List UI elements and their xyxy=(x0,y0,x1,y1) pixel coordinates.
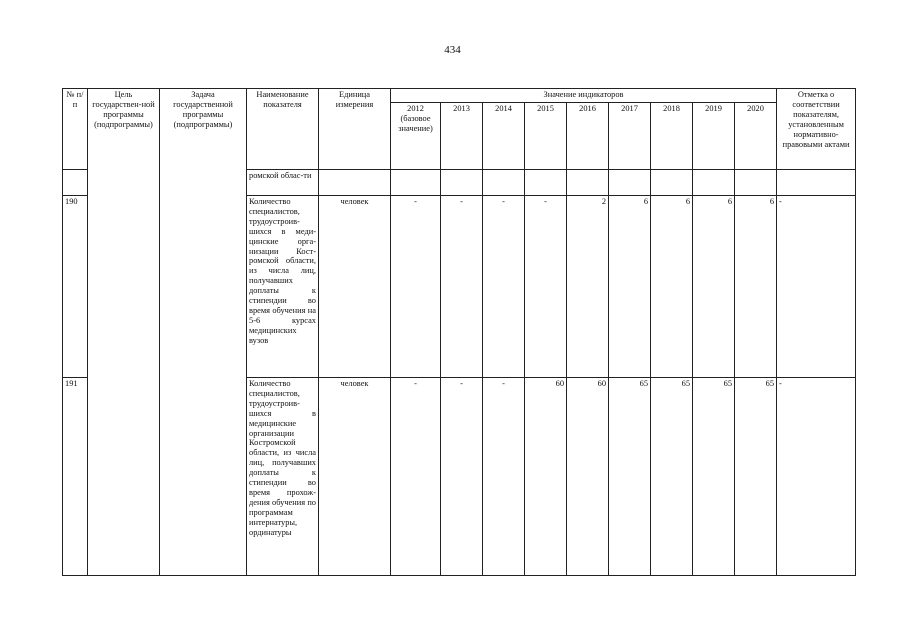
value-cell: 6 xyxy=(651,196,693,378)
indicators-table xyxy=(62,88,856,576)
header-year: 2017 xyxy=(609,103,651,170)
value-cell: - xyxy=(391,196,441,378)
header-unit: Единица измерения xyxy=(319,89,391,170)
row-number: 190 xyxy=(63,196,88,378)
value-cell: - xyxy=(525,196,567,378)
unit-cell: человек xyxy=(319,196,391,378)
value-cell: 60 xyxy=(567,378,609,576)
value-cell: 2 xyxy=(567,196,609,378)
indicator-name: Количество специалистов, трудоустроив-шихся в медицинские организации Костромской области, из числа лиц, получавших доплаты к стипендии во время прохож-дения обучения по программам интернатуры, ординатуры xyxy=(247,378,319,576)
value-cell: 6 xyxy=(693,196,735,378)
page-number: 434 xyxy=(444,44,461,56)
mark-cell: - xyxy=(777,378,856,576)
value-cell: 65 xyxy=(735,378,777,576)
header-year: 2012 (базовое значение) xyxy=(391,103,441,170)
header-year: 2019 xyxy=(693,103,735,170)
header-name: Наименование показателя xyxy=(247,89,319,170)
header-mark: Отметка о соответствии показателям, установленным нормативно-правовыми актами xyxy=(777,89,856,170)
header-values-group: Значение индикаторов xyxy=(391,89,777,103)
header-year: 2020 xyxy=(735,103,777,170)
mark-cell: - xyxy=(777,196,856,378)
header-row-1 xyxy=(63,89,856,103)
header-year: 2014 xyxy=(483,103,525,170)
value-cell: 6 xyxy=(609,196,651,378)
value-cell: 60 xyxy=(525,378,567,576)
value-cell: 6 xyxy=(735,196,777,378)
value-cell: 65 xyxy=(651,378,693,576)
header-year: 2015 xyxy=(525,103,567,170)
header-year: 2016 xyxy=(567,103,609,170)
value-cell: 65 xyxy=(609,378,651,576)
value-cell: - xyxy=(391,378,441,576)
header-year: 2018 xyxy=(651,103,693,170)
value-cell: - xyxy=(441,378,483,576)
row-number: 191 xyxy=(63,378,88,576)
header-year: 2013 xyxy=(441,103,483,170)
indicator-name: Количество специалистов, трудоустроив-шихся в меди-цинские орга-низации Кост-ромской области, из числа лиц, получавших доплаты к стипендии во время обучения на 5-6 курсах медицинских вузов xyxy=(247,196,319,378)
header-num: № п/п xyxy=(63,89,88,170)
unit-cell: человек xyxy=(319,378,391,576)
value-cell: - xyxy=(483,196,525,378)
header-goal: Цель государствен-ной программы (подпрограммы) xyxy=(88,89,160,576)
header-task: Задача государственной программы (подпрограммы) xyxy=(160,89,247,576)
continuation-name: ромской облас-ти xyxy=(247,170,319,196)
value-cell: - xyxy=(483,378,525,576)
continuation-num xyxy=(63,170,88,196)
value-cell: 65 xyxy=(693,378,735,576)
value-cell: - xyxy=(441,196,483,378)
